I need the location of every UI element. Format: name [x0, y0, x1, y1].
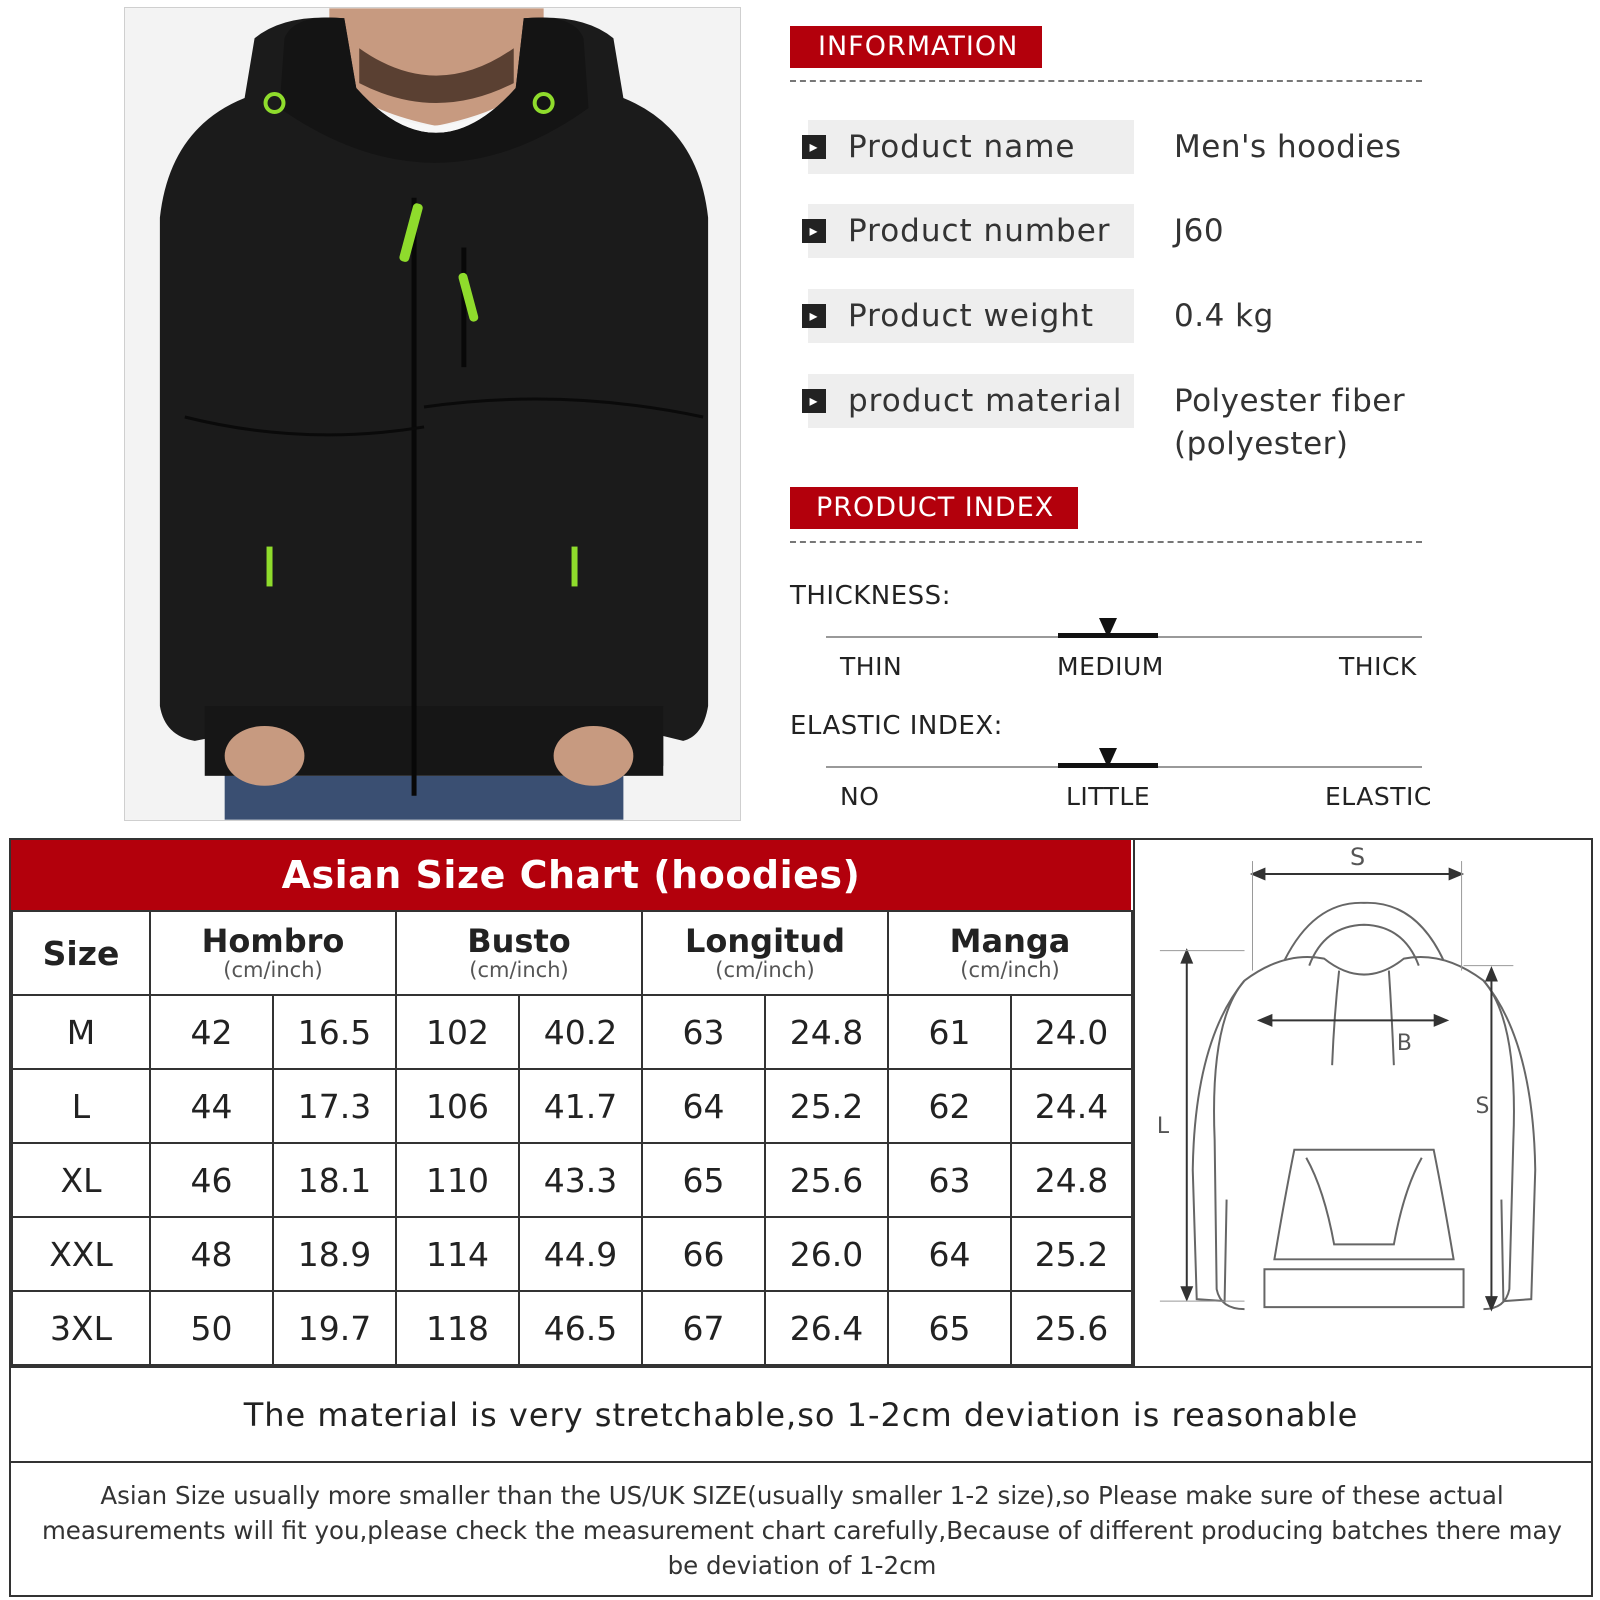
table-row	[12, 1291, 1132, 1365]
info-label: Product number	[848, 213, 1111, 249]
elastic-high: ELASTIC	[1325, 782, 1432, 811]
cell: 24.8	[765, 995, 888, 1069]
length-label: L	[1156, 1113, 1170, 1139]
col-header-manga: Manga (cm/inch)	[888, 911, 1132, 995]
cell: 24.8	[1011, 1143, 1132, 1217]
info-value: Polyester fiber (polyester)	[1174, 383, 1406, 462]
cell: 118	[396, 1291, 519, 1365]
chevron-right-icon: ▸	[802, 304, 826, 328]
product-photo	[124, 7, 741, 821]
thickness-label: THICKNESS:	[790, 581, 951, 611]
cell: 18.9	[273, 1217, 396, 1291]
info-label: Product weight	[848, 298, 1095, 334]
info-label: product material	[848, 383, 1123, 419]
cell: 16.5	[273, 995, 396, 1069]
cell: 61	[888, 995, 1011, 1069]
size-table-header	[12, 911, 1132, 995]
cell: 24.4	[1011, 1069, 1132, 1143]
bust-label: B	[1396, 1031, 1412, 1057]
cell: 25.2	[765, 1069, 888, 1143]
cell: 46	[150, 1143, 273, 1217]
cell: 48	[150, 1217, 273, 1291]
cell: 114	[396, 1217, 519, 1291]
cell: L	[12, 1069, 150, 1143]
info-row-product-weight	[808, 289, 1134, 343]
cell: XXL	[12, 1217, 150, 1291]
cell: 64	[642, 1069, 765, 1143]
cell: M	[12, 995, 150, 1069]
elastic-mid: LITTLE	[1066, 782, 1151, 811]
thickness-mid: MEDIUM	[1057, 652, 1164, 681]
cell: 43.3	[519, 1143, 642, 1217]
col-header-hombro: Hombro (cm/inch)	[150, 911, 396, 995]
elastic-label: ELASTIC INDEX:	[790, 711, 1003, 741]
thickness-high: THICK	[1339, 652, 1417, 681]
info-label: Product name	[848, 129, 1076, 165]
cell: 17.3	[273, 1069, 396, 1143]
cell: 63	[888, 1143, 1011, 1217]
info-row-product-number	[808, 204, 1134, 258]
cell: 25.2	[1011, 1217, 1132, 1291]
table-row	[12, 995, 1132, 1069]
cell: 64	[888, 1217, 1011, 1291]
table-row	[12, 1069, 1132, 1143]
arrow-down-icon	[1099, 618, 1117, 638]
sleeve-label: S	[1475, 1093, 1490, 1119]
shoulder-label: S	[1350, 843, 1366, 872]
hoodie-outline-icon	[1135, 840, 1591, 1366]
info-value: 0.4 kg	[1174, 298, 1274, 334]
asian-size-note: Asian Size usually more smaller than the US/UK SIZE(usually smaller 1-2 size),so Please make sure of these actual measurements will fit you,please check the measurement chart carefully,Because of different producing batches there may be deviation of 1-2cm	[41, 1481, 1563, 1580]
elastic-low: NO	[840, 782, 880, 811]
information-tag: INFORMATION	[790, 26, 1042, 68]
cell: 40.2	[519, 995, 642, 1069]
table-row	[12, 1143, 1132, 1217]
cell: 50	[150, 1291, 273, 1365]
info-row-product-material	[808, 374, 1134, 428]
cell: 26.0	[765, 1217, 888, 1291]
divider	[790, 80, 1422, 82]
chevron-right-icon: ▸	[802, 135, 826, 159]
cell: 25.6	[765, 1143, 888, 1217]
cell: 63	[642, 995, 765, 1069]
cell: 25.6	[1011, 1291, 1132, 1365]
product-index-tag: PRODUCT INDEX	[790, 487, 1078, 529]
cell: 110	[396, 1143, 519, 1217]
hoodie-model-image	[125, 8, 740, 820]
cell: 62	[888, 1069, 1011, 1143]
size-header: Size	[12, 911, 150, 995]
info-value: Men's hoodies	[1174, 129, 1402, 165]
col-header-longitud: Longitud (cm/inch)	[642, 911, 888, 995]
cell: 67	[642, 1291, 765, 1365]
cell: 41.7	[519, 1069, 642, 1143]
cell: 26.4	[765, 1291, 888, 1365]
size-chart-title: Asian Size Chart (hoodies)	[11, 840, 1131, 910]
cell: 65	[642, 1143, 765, 1217]
chevron-right-icon: ▸	[802, 219, 826, 243]
cell: 106	[396, 1069, 519, 1143]
table-row	[12, 1217, 1132, 1291]
cell: 46.5	[519, 1291, 642, 1365]
cell: 18.1	[273, 1143, 396, 1217]
cell: 102	[396, 995, 519, 1069]
cell: 66	[642, 1217, 765, 1291]
stretch-note: The material is very stretchable,so 1-2cm deviation is reasonable	[11, 1366, 1591, 1463]
cell: 3XL	[12, 1291, 150, 1365]
size-table	[11, 910, 1133, 1366]
col-header-busto: Busto (cm/inch)	[396, 911, 642, 995]
info-row-product-name	[808, 120, 1134, 174]
divider	[790, 541, 1422, 543]
thickness-low: THIN	[840, 652, 903, 681]
cell: 24.0	[1011, 995, 1132, 1069]
chevron-right-icon: ▸	[802, 389, 826, 413]
measurement-diagram	[1133, 840, 1591, 1366]
cell: 44	[150, 1069, 273, 1143]
cell: 65	[888, 1291, 1011, 1365]
cell: 19.7	[273, 1291, 396, 1365]
cell: 42	[150, 995, 273, 1069]
arrow-down-icon	[1099, 748, 1117, 768]
cell: XL	[12, 1143, 150, 1217]
cell: 44.9	[519, 1217, 642, 1291]
info-value: J60	[1174, 213, 1225, 249]
